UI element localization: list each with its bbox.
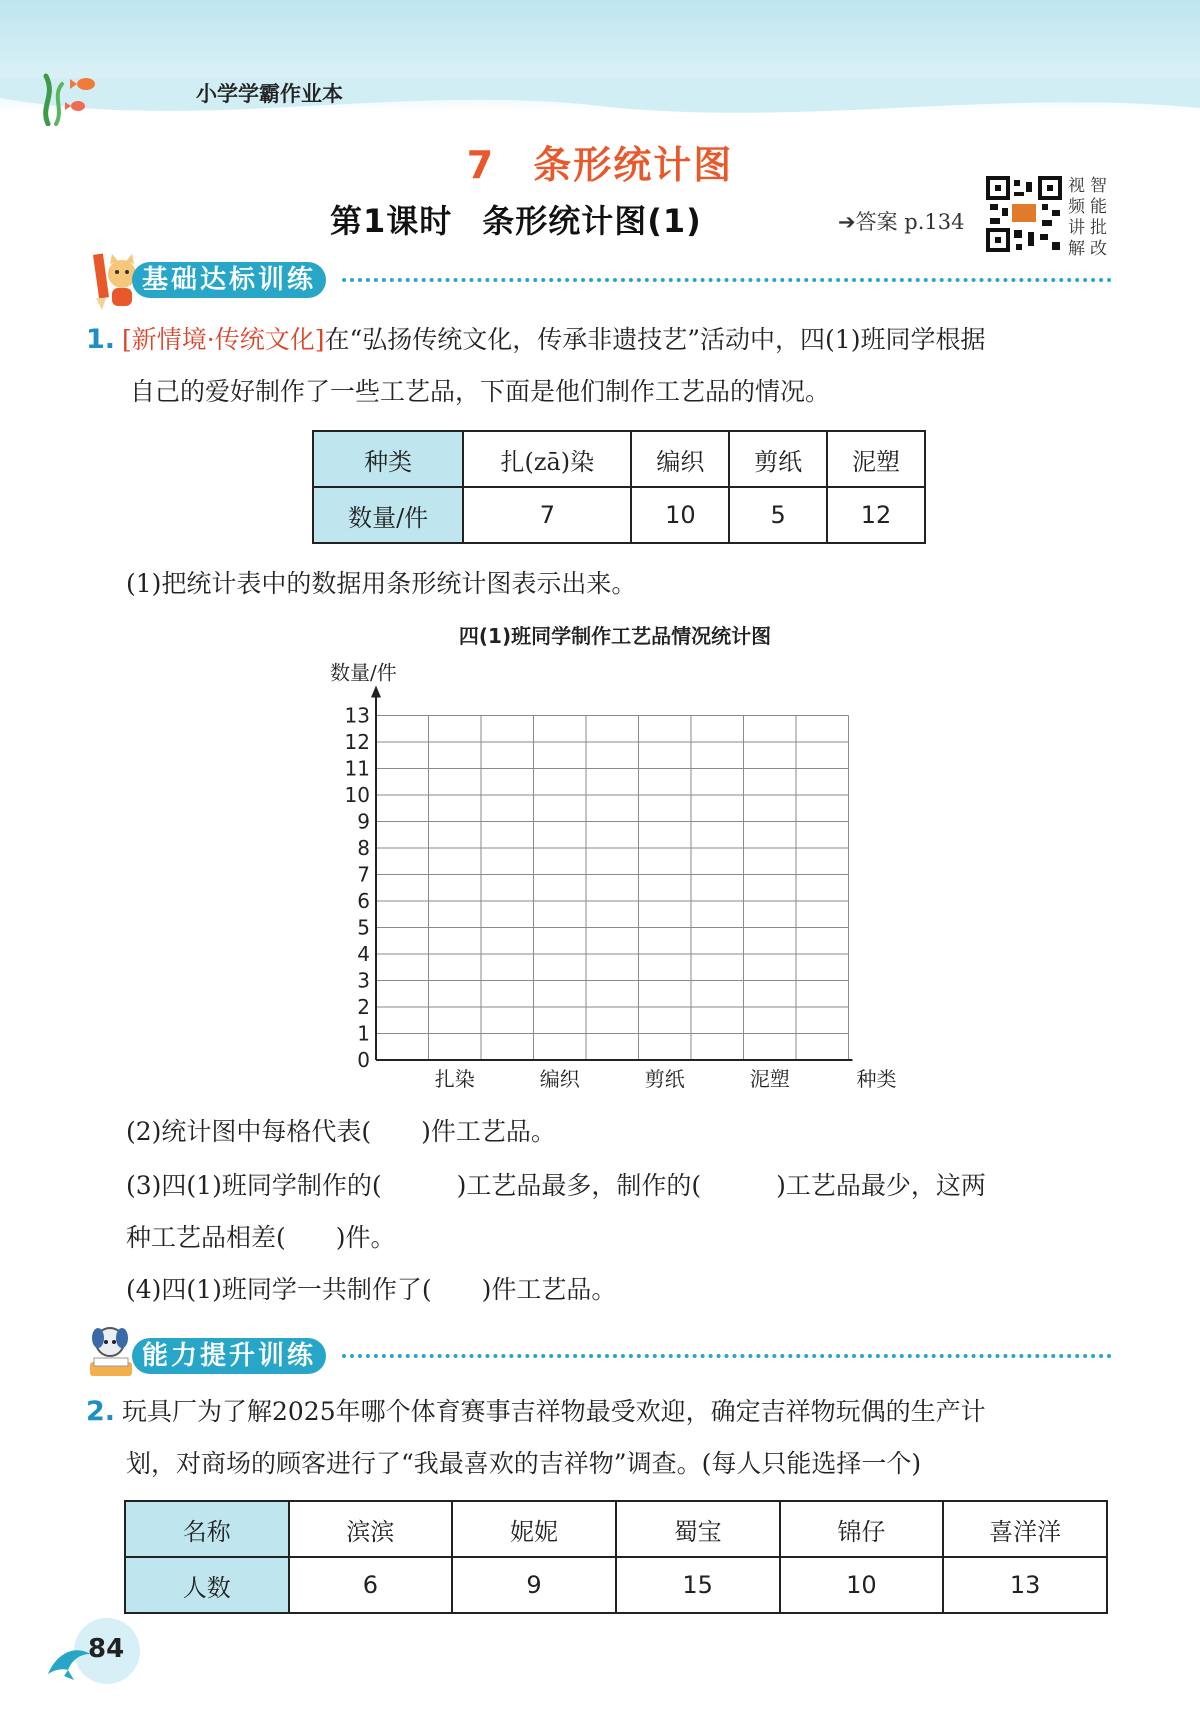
- table-cell: 12: [827, 487, 925, 543]
- seaweed-fish-icon: [34, 66, 104, 126]
- y-tick-label: 4: [357, 942, 370, 966]
- y-tick-label: 12: [344, 730, 370, 754]
- y-tick-label: 5: [357, 915, 370, 940]
- table-cell: 15: [616, 1557, 780, 1613]
- section-banner-basic: [86, 252, 1116, 308]
- bar-chart-grid[interactable]: [300, 650, 920, 1100]
- table-header-cell: 名称: [125, 1501, 289, 1557]
- table-cell: 7: [463, 487, 631, 543]
- question-text-line2: 划，对商场的顾客进行了“我最喜欢的吉祥物”调查。(每人只能选择一个): [126, 1449, 922, 1478]
- y-tick-label: 10: [344, 783, 370, 807]
- question-text: [新情境·传统文化]在“弘扬传统文化，传承非遗技艺”活动中，四(1)班同学根据: [122, 325, 986, 354]
- y-tick-label: 0: [357, 1048, 370, 1072]
- table-cell: 蜀宝: [616, 1501, 780, 1557]
- book-title: 小学学霸作业本: [196, 82, 343, 106]
- question-text-line2: 自己的爱好制作了一些工艺品，下面是他们制作工艺品的情况。: [130, 377, 831, 406]
- table-cell: 泥塑: [827, 431, 925, 487]
- y-tick-label: 2: [357, 995, 370, 1019]
- table-cell: 10: [780, 1557, 944, 1613]
- answer-reference: ➔答案 p.134: [838, 210, 965, 234]
- y-tick-label: 6: [357, 889, 370, 913]
- chart-title: 四(1)班同学制作工艺品情况统计图: [458, 624, 772, 648]
- table-header-cell: 人数: [125, 1557, 289, 1613]
- x-axis-label: 种类: [856, 1067, 897, 1091]
- table-cell: 剪纸: [729, 431, 827, 487]
- question-part-1: (1)把统计表中的数据用条形统计图表示出来。: [126, 569, 637, 598]
- table-cell: 6: [289, 1557, 453, 1613]
- question-number: 2.: [86, 1396, 116, 1427]
- y-axis-arrow: [371, 686, 381, 698]
- chapter-number: 7: [466, 143, 496, 187]
- banner-dots: [342, 1354, 1112, 1358]
- table-cell: 10: [631, 487, 729, 543]
- mascot-table: [124, 1500, 1108, 1614]
- table-cell: 9: [452, 1557, 616, 1613]
- crafts-table: [312, 430, 926, 544]
- question-number: 1.: [86, 324, 116, 355]
- y-tick-label: 9: [357, 809, 370, 834]
- header-wave: [0, 78, 1200, 138]
- section-title-advanced: 能力提升训练: [132, 1338, 326, 1374]
- table-cell: 13: [943, 1557, 1107, 1613]
- section-title-basic: 基础达标训练: [132, 262, 326, 298]
- question-part-3: (3)四(1)班同学制作的( )工艺品最多，制作的( )工艺品最少，这两: [126, 1171, 986, 1200]
- y-tick-label: 1: [357, 1021, 370, 1046]
- table-cell: 锦仔: [780, 1501, 944, 1557]
- page-number: 84: [88, 1634, 125, 1664]
- table-cell: 5: [729, 487, 827, 543]
- section-banner-advanced: [86, 1328, 1116, 1384]
- x-category-label: 编织: [539, 1067, 580, 1091]
- table-cell: 编织: [631, 431, 729, 487]
- x-category-label: 扎染: [434, 1067, 475, 1091]
- x-category-label: 剪纸: [644, 1067, 685, 1091]
- table-header-cell: 种类: [313, 431, 463, 487]
- table-cell: 喜洋洋: [943, 1501, 1107, 1557]
- chapter-name: 条形统计图: [533, 143, 734, 187]
- puppy-reading-icon: [82, 1322, 138, 1388]
- question-part-2: (2)统计图中每格代表( )件工艺品。: [126, 1117, 556, 1146]
- question-part-4: (4)四(1)班同学一共制作了( )件工艺品。: [126, 1275, 617, 1304]
- lesson-number: 第1课时: [330, 202, 453, 240]
- y-tick-label: 11: [344, 756, 370, 781]
- question-tag: [新情境·传统文化]: [122, 325, 325, 354]
- question-part-3-line2: 种工艺品相差( )件。: [126, 1223, 396, 1252]
- x-category-label: 泥塑: [749, 1067, 790, 1091]
- question-text: 玩具厂为了解2025年哪个体育赛事吉祥物最受欢迎，确定吉祥物玩偶的生产计: [122, 1397, 986, 1426]
- table-header-cell: 数量/件: [313, 487, 463, 543]
- table-cell: 滨滨: [289, 1501, 453, 1557]
- dolphin-icon: [44, 1640, 94, 1684]
- table-cell: 妮妮: [452, 1501, 616, 1557]
- lesson-subtitle: 条形统计图(1): [482, 202, 702, 240]
- lesson-title: [330, 196, 702, 242]
- y-axis-label: 数量/件: [330, 660, 397, 685]
- y-tick-label: 3: [357, 968, 370, 993]
- table-cell: 扎(zā)染: [463, 431, 631, 487]
- y-tick-label: 7: [357, 862, 370, 887]
- qr-code-icon[interactable]: [986, 176, 1062, 252]
- qr-caption: 视 智 频 能 讲 批 解 改: [1068, 176, 1107, 259]
- y-tick-label: 13: [344, 703, 370, 728]
- y-tick-label: 8: [357, 836, 370, 860]
- banner-dots: [342, 278, 1112, 282]
